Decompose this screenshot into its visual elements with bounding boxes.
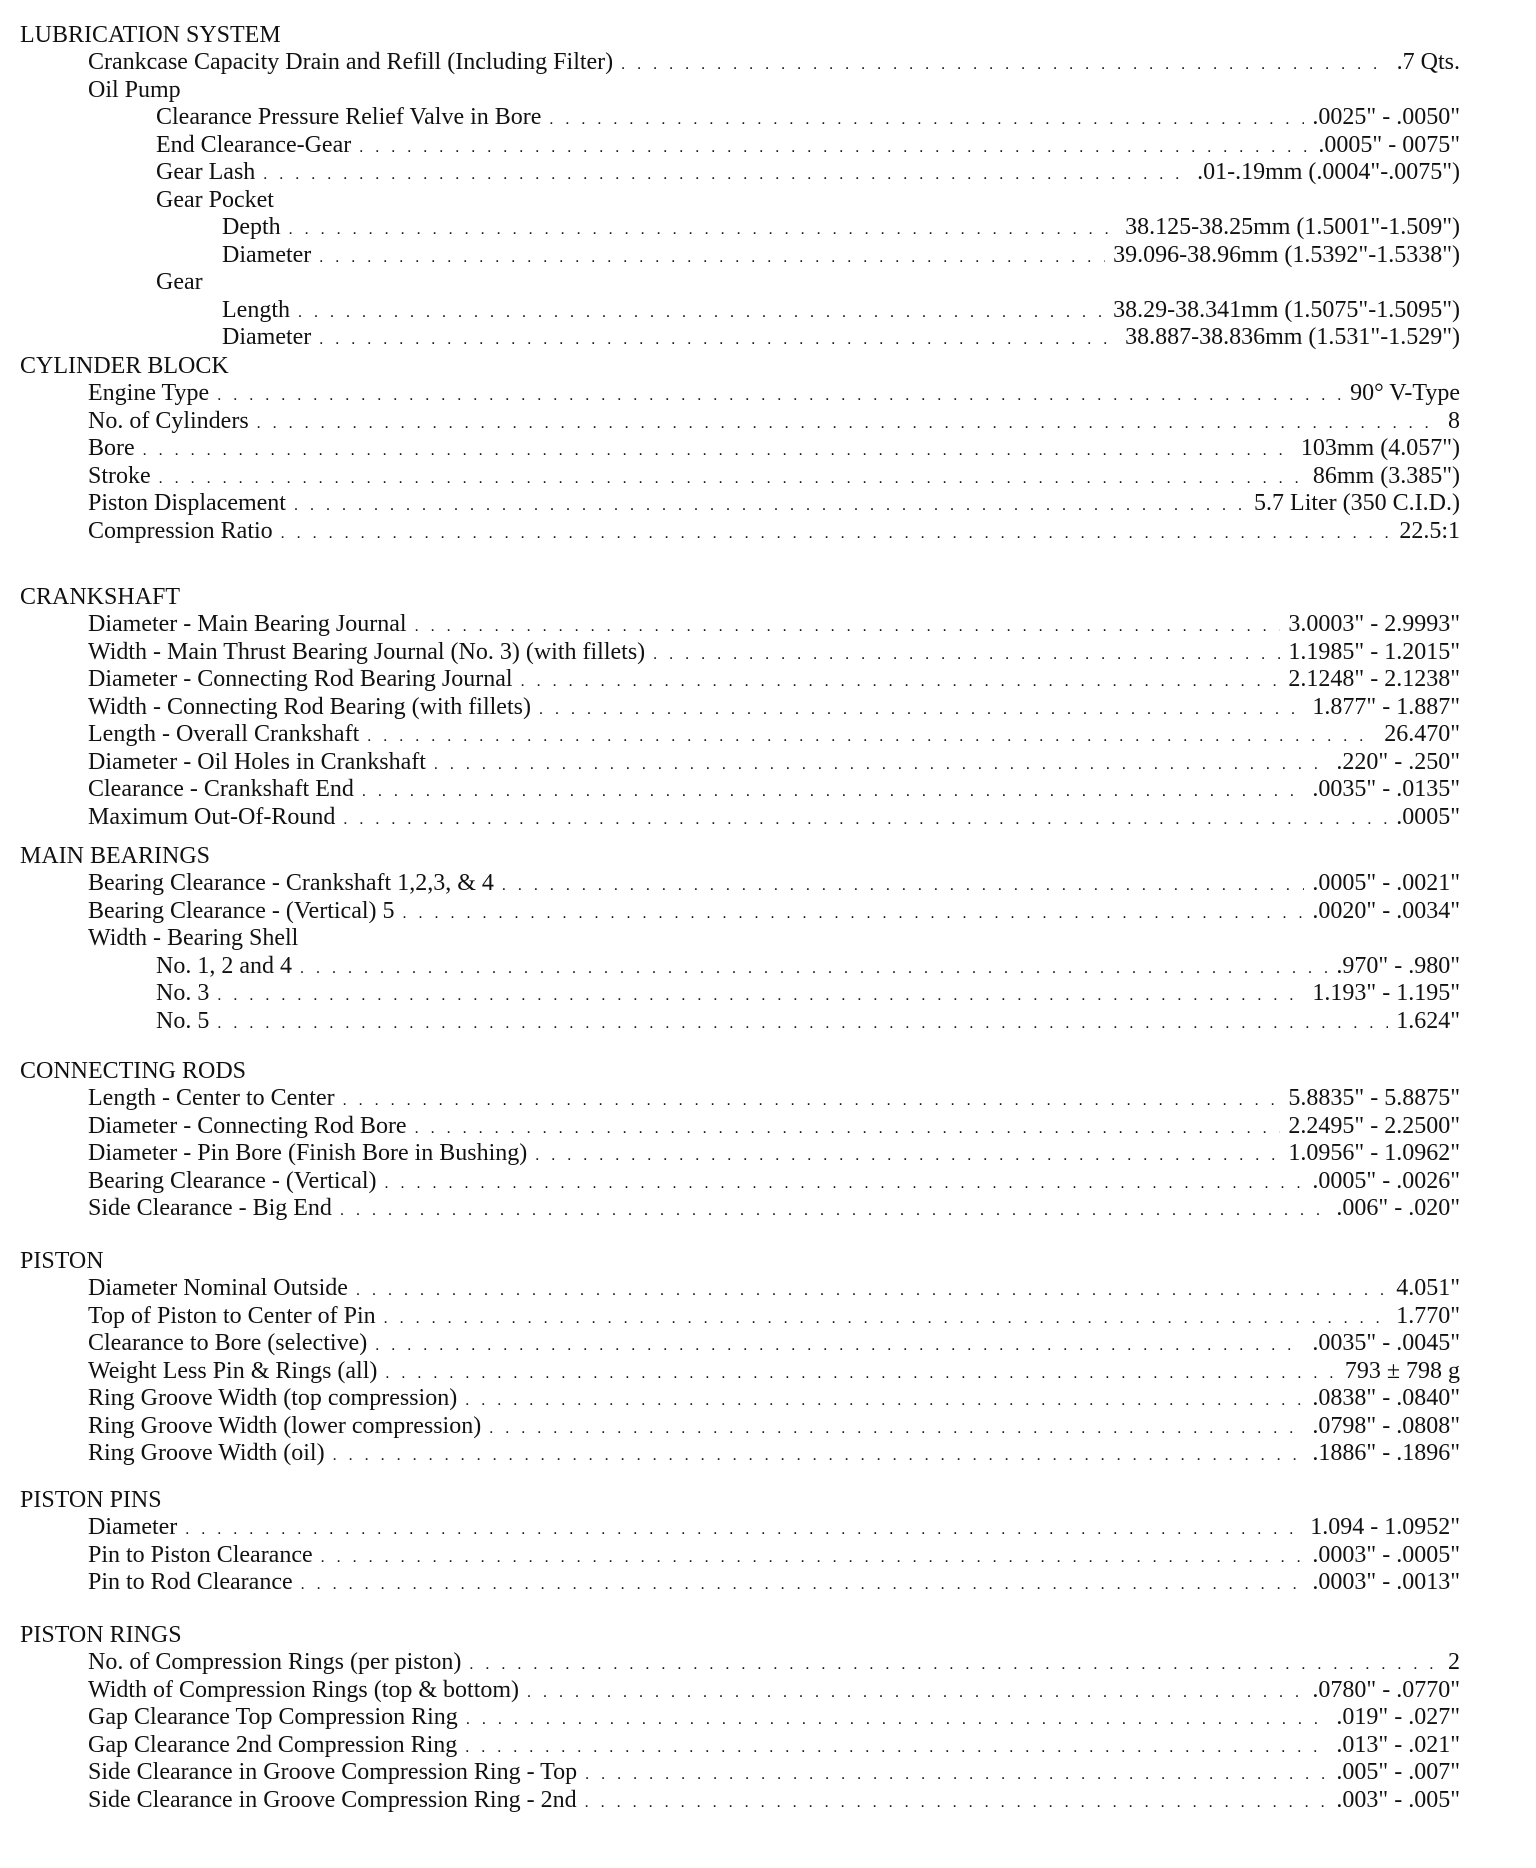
- spec-label: Bore: [88, 435, 135, 461]
- spec-label: Gear Pocket: [156, 186, 274, 213]
- dot-leader: [300, 955, 1328, 983]
- spec-row: [20, 214, 1460, 242]
- spec-value: 2.2495" - 2.2500": [1288, 1112, 1460, 1139]
- spec-row: [20, 1413, 1460, 1441]
- spec-row: [20, 1275, 1460, 1303]
- spec-label: Side Clearance in Groove Compression Ring - Top: [88, 1759, 578, 1785]
- spec-value: 1.624": [1396, 1007, 1460, 1034]
- section-title: MAIN BEARINGS: [20, 843, 211, 869]
- dot-leader: [385, 1360, 1336, 1388]
- spec-label: No. 3: [156, 980, 210, 1006]
- spec-value: .0798" - .0808": [1312, 1412, 1460, 1439]
- spec-row: [20, 1113, 1460, 1141]
- spec-label: Bearing Clearance - (Vertical) 5: [88, 897, 395, 924]
- dot-leader: [343, 806, 1388, 834]
- spec-row: [20, 490, 1460, 518]
- spec-row: [20, 1085, 1460, 1113]
- spec-label: Diameter Nominal Outside: [88, 1275, 348, 1301]
- dot-leader: [521, 668, 1281, 696]
- spec-label: Width - Bearing Shell: [88, 925, 299, 951]
- dot-leader: [403, 900, 1305, 928]
- dot-leader: [281, 520, 1392, 548]
- spec-row: [20, 1358, 1460, 1386]
- section-main-bearings: [20, 843, 1460, 1035]
- spec-value: .0020" - .0034": [1312, 897, 1460, 924]
- spec-label: Diameter: [222, 324, 312, 350]
- section-title: PISTON PINS: [20, 1487, 162, 1513]
- spec-label: Width of Compression Rings (top & bottom): [88, 1676, 520, 1703]
- spec-row: [20, 1704, 1460, 1732]
- spec-value: .7 Qts.: [1396, 49, 1460, 75]
- spec-row: [20, 694, 1460, 722]
- dot-leader: [653, 641, 1280, 669]
- spec-row: [20, 1440, 1460, 1468]
- spec-label: Clearance to Bore (selective): [88, 1330, 368, 1356]
- dot-leader: [535, 1142, 1280, 1170]
- spec-label: Pin to Rod Clearance: [88, 1569, 293, 1595]
- spec-value: 38.125-38.25mm (1.5001"-1.509"): [1125, 214, 1460, 240]
- spec-value: 2.1248" - 2.1238": [1288, 666, 1460, 692]
- spec-row: [20, 297, 1460, 325]
- dot-leader: [502, 872, 1305, 900]
- dot-leader: [319, 326, 1117, 354]
- spec-value: 2: [1448, 1649, 1460, 1675]
- spec-row: [20, 1385, 1460, 1413]
- spec-row: [20, 159, 1460, 187]
- spec-value: .0005" - .0026": [1312, 1167, 1460, 1194]
- spec-value: .1886" - .1896": [1312, 1440, 1460, 1466]
- dot-leader: [384, 1305, 1389, 1333]
- spec-row: [20, 380, 1460, 408]
- dot-leader: [359, 134, 1310, 162]
- spec-label: Top of Piston to Center of Pin: [88, 1302, 376, 1329]
- spec-value: .0005" - .0021": [1312, 870, 1460, 896]
- dot-leader: [159, 465, 1305, 493]
- spec-value: 4.051": [1396, 1275, 1460, 1301]
- spec-value: 1.770": [1396, 1302, 1460, 1329]
- section-crankshaft: [20, 584, 1460, 831]
- spec-value: .0025" - .0050": [1312, 104, 1460, 130]
- dot-leader: [362, 778, 1305, 806]
- section-title: CRANKSHAFT: [20, 584, 181, 610]
- section-title: CONNECTING RODS: [20, 1058, 247, 1084]
- dot-leader: [263, 161, 1189, 189]
- spec-value: .220" - .250": [1336, 748, 1460, 775]
- dot-leader: [434, 751, 1328, 779]
- spec-value: .0780" - .0770": [1312, 1676, 1460, 1703]
- spec-label: Diameter - Main Bearing Journal: [88, 611, 407, 637]
- spec-row: [20, 1542, 1460, 1570]
- spec-label: Maximum Out-Of-Round: [88, 803, 336, 830]
- spec-value: 39.096-38.96mm (1.5392"-1.5338"): [1113, 241, 1460, 268]
- dot-leader: [321, 1544, 1305, 1572]
- dot-leader: [319, 244, 1105, 272]
- dot-leader: [343, 1087, 1281, 1115]
- spec-row: [20, 1008, 1460, 1036]
- spec-row: [20, 1649, 1460, 1677]
- spec-value: .013" - .021": [1336, 1731, 1460, 1758]
- spec-row: [20, 518, 1460, 546]
- dot-leader: [527, 1679, 1304, 1707]
- spec-row: [20, 1732, 1460, 1760]
- spec-label: Crankcase Capacity Drain and Refill (Including Filter): [88, 49, 614, 75]
- dot-leader: [217, 1010, 1388, 1038]
- dot-leader: [585, 1761, 1328, 1789]
- spec-row: [20, 953, 1460, 981]
- spec-label: Ring Groove Width (top compression): [88, 1385, 458, 1411]
- dot-leader: [415, 1115, 1281, 1143]
- spec-label: Diameter - Pin Bore (Finish Bore in Bushing): [88, 1140, 528, 1166]
- section-title: CYLINDER BLOCK: [20, 353, 229, 379]
- dot-leader: [465, 1387, 1304, 1415]
- dot-leader: [185, 1516, 1302, 1544]
- spec-label: Oil Pump: [88, 76, 181, 103]
- spec-label: Diameter - Oil Holes in Crankshaft: [88, 748, 426, 775]
- spec-value: .0838" - .0840": [1312, 1385, 1460, 1411]
- spec-row: [20, 49, 1460, 77]
- spec-label: Length - Center to Center: [88, 1085, 335, 1111]
- spec-row: [20, 1514, 1460, 1542]
- spec-value: 3.0003" - 2.9993": [1288, 611, 1460, 637]
- spec-value: 38.29-38.341mm (1.5075"-1.5095"): [1113, 296, 1460, 323]
- dot-leader: [217, 982, 1304, 1010]
- section-title: LUBRICATION SYSTEM: [20, 22, 281, 48]
- dot-leader: [143, 437, 1293, 465]
- spec-value: .0003" - .0005": [1312, 1541, 1460, 1568]
- spec-label: Length: [222, 296, 290, 323]
- spec-label: Gap Clearance Top Compression Ring: [88, 1704, 458, 1730]
- spec-label: Length - Overall Crankshaft: [88, 721, 360, 747]
- dot-leader: [333, 1442, 1305, 1470]
- section-title: PISTON RINGS: [20, 1622, 182, 1648]
- dot-leader: [257, 410, 1440, 438]
- spec-label: Side Clearance - Big End: [88, 1195, 332, 1221]
- spec-value: 1.094 - 1.0952": [1310, 1514, 1460, 1540]
- spec-label: No. 5: [156, 1007, 210, 1034]
- spec-label: Bearing Clearance - Crankshaft 1,2,3, & 4: [88, 870, 494, 896]
- spec-row: [20, 408, 1460, 436]
- spec-label: Engine Type: [88, 380, 210, 406]
- dot-leader: [465, 1734, 1328, 1762]
- spec-value: .0005": [1396, 803, 1460, 830]
- dot-leader: [367, 723, 1376, 751]
- spec-value: 22.5:1: [1399, 517, 1460, 544]
- spec-row: [20, 77, 1460, 105]
- spec-row: [20, 1330, 1460, 1358]
- spec-row: [20, 870, 1460, 898]
- spec-value: 103mm (4.057"): [1300, 435, 1460, 461]
- spec-value: .970" - .980": [1336, 952, 1460, 979]
- spec-label: Ring Groove Width (lower compression): [88, 1412, 482, 1439]
- spec-label: Diameter: [222, 241, 312, 268]
- spec-row: [20, 1569, 1460, 1597]
- spec-value: 26.470": [1384, 721, 1460, 747]
- spec-row: [20, 435, 1460, 463]
- spec-label: Depth: [222, 214, 281, 240]
- spec-row: [20, 132, 1460, 160]
- spec-value: 90° V-Type: [1350, 380, 1460, 406]
- spec-label: Piston Displacement: [88, 490, 286, 516]
- section-cylinder-block: [20, 353, 1460, 545]
- spec-label: Gear Lash: [156, 159, 256, 185]
- spec-label: Ring Groove Width (oil): [88, 1440, 325, 1466]
- spec-row: [20, 1759, 1460, 1787]
- spec-value: .006" - .020": [1336, 1195, 1460, 1221]
- spec-row: [20, 187, 1460, 215]
- spec-row: [20, 611, 1460, 639]
- spec-row: [20, 721, 1460, 749]
- spec-row: [20, 666, 1460, 694]
- dot-leader: [298, 299, 1105, 327]
- spec-label: Side Clearance in Groove Compression Ring - 2nd: [88, 1786, 577, 1813]
- spec-row: [20, 104, 1460, 132]
- spec-value: 86mm (3.385"): [1312, 462, 1460, 489]
- spec-value: .0005" - 0075": [1318, 131, 1460, 158]
- spec-label: Gap Clearance 2nd Compression Ring: [88, 1731, 458, 1758]
- spec-value: 793 ± 798 g: [1344, 1357, 1460, 1384]
- spec-value: 5.7 Liter (350 C.I.D.): [1254, 490, 1460, 516]
- spec-value: 5.8835" - 5.8875": [1288, 1085, 1460, 1111]
- spec-value: .003" - .005": [1336, 1786, 1460, 1813]
- spec-label: Width - Main Thrust Bearing Journal (No. 3) (with fillets): [88, 638, 646, 665]
- spec-label: Compression Ratio: [88, 517, 273, 544]
- spec-label: Clearance Pressure Relief Valve in Bore: [156, 104, 542, 130]
- spec-row: [20, 1168, 1460, 1196]
- spec-value: 1.1985" - 1.2015": [1288, 638, 1460, 665]
- section-connecting-rods: [20, 1058, 1460, 1223]
- dot-leader: [539, 696, 1304, 724]
- dot-leader: [469, 1651, 1440, 1679]
- spec-label: Weight Less Pin & Rings (all): [88, 1357, 378, 1384]
- dot-leader: [621, 51, 1388, 79]
- spec-row: [20, 1195, 1460, 1223]
- spec-value: .019" - .027": [1336, 1704, 1460, 1730]
- spec-label: No. of Cylinders: [88, 407, 249, 434]
- spec-row: [20, 242, 1460, 270]
- spec-label: No. 1, 2 and 4: [156, 952, 292, 979]
- spec-row: [20, 463, 1460, 491]
- spec-value: .0035" - .0045": [1312, 1330, 1460, 1356]
- spec-label: Pin to Piston Clearance: [88, 1541, 313, 1568]
- section-piston-pins: [20, 1487, 1460, 1597]
- spec-label: Diameter - Connecting Rod Bore: [88, 1112, 407, 1139]
- dot-leader: [549, 106, 1304, 134]
- spec-row: [20, 980, 1460, 1008]
- spec-value: .0035" - .0135": [1312, 776, 1460, 802]
- spec-value: 1.0956" - 1.0962": [1288, 1140, 1460, 1166]
- dot-leader: [466, 1706, 1329, 1734]
- spec-row: [20, 639, 1460, 667]
- section-lubrication: [20, 22, 1460, 352]
- spec-value: 1.877" - 1.887": [1312, 693, 1460, 720]
- section-piston: [20, 1248, 1460, 1468]
- spec-value: .0003" - .0013": [1312, 1569, 1460, 1595]
- dot-leader: [217, 382, 1342, 410]
- spec-row: [20, 776, 1460, 804]
- dot-leader: [356, 1277, 1388, 1305]
- dot-leader: [340, 1197, 1328, 1225]
- dot-leader: [385, 1170, 1305, 1198]
- dot-leader: [294, 492, 1246, 520]
- spec-row: [20, 1303, 1460, 1331]
- spec-label: Bearing Clearance - (Vertical): [88, 1167, 377, 1194]
- spec-value: .005" - .007": [1336, 1759, 1460, 1785]
- dot-leader: [415, 613, 1281, 641]
- spec-value: 8: [1448, 407, 1460, 434]
- spec-row: [20, 1787, 1460, 1815]
- section-title: PISTON: [20, 1248, 104, 1274]
- spec-label: Diameter: [88, 1514, 178, 1540]
- spec-value: .01-.19mm (.0004"-.0075"): [1197, 159, 1460, 185]
- dot-leader: [301, 1571, 1305, 1599]
- spec-label: Width - Connecting Rod Bearing (with fillets): [88, 693, 531, 720]
- spec-row: [20, 1140, 1460, 1168]
- spec-row: [20, 324, 1460, 352]
- spec-label: Diameter - Connecting Rod Bearing Journal: [88, 666, 513, 692]
- spec-label: End Clearance-Gear: [156, 131, 352, 158]
- dot-leader: [289, 216, 1117, 244]
- spec-value: 1.193" - 1.195": [1312, 980, 1460, 1006]
- spec-row: [20, 925, 1460, 953]
- spec-row: [20, 749, 1460, 777]
- spec-value: 38.887-38.836mm (1.531"-1.529"): [1125, 324, 1460, 350]
- spec-row: [20, 269, 1460, 297]
- dot-leader: [585, 1789, 1329, 1817]
- dot-leader: [375, 1332, 1304, 1360]
- spec-label: Stroke: [88, 462, 151, 489]
- spec-label: Clearance - Crankshaft End: [88, 776, 354, 802]
- spec-row: [20, 1677, 1460, 1705]
- spec-row: [20, 804, 1460, 832]
- spec-label: Gear: [156, 269, 203, 295]
- spec-label: No. of Compression Rings (per piston): [88, 1649, 462, 1675]
- section-piston-rings: [20, 1622, 1460, 1814]
- spec-row: [20, 898, 1460, 926]
- dot-leader: [489, 1415, 1304, 1443]
